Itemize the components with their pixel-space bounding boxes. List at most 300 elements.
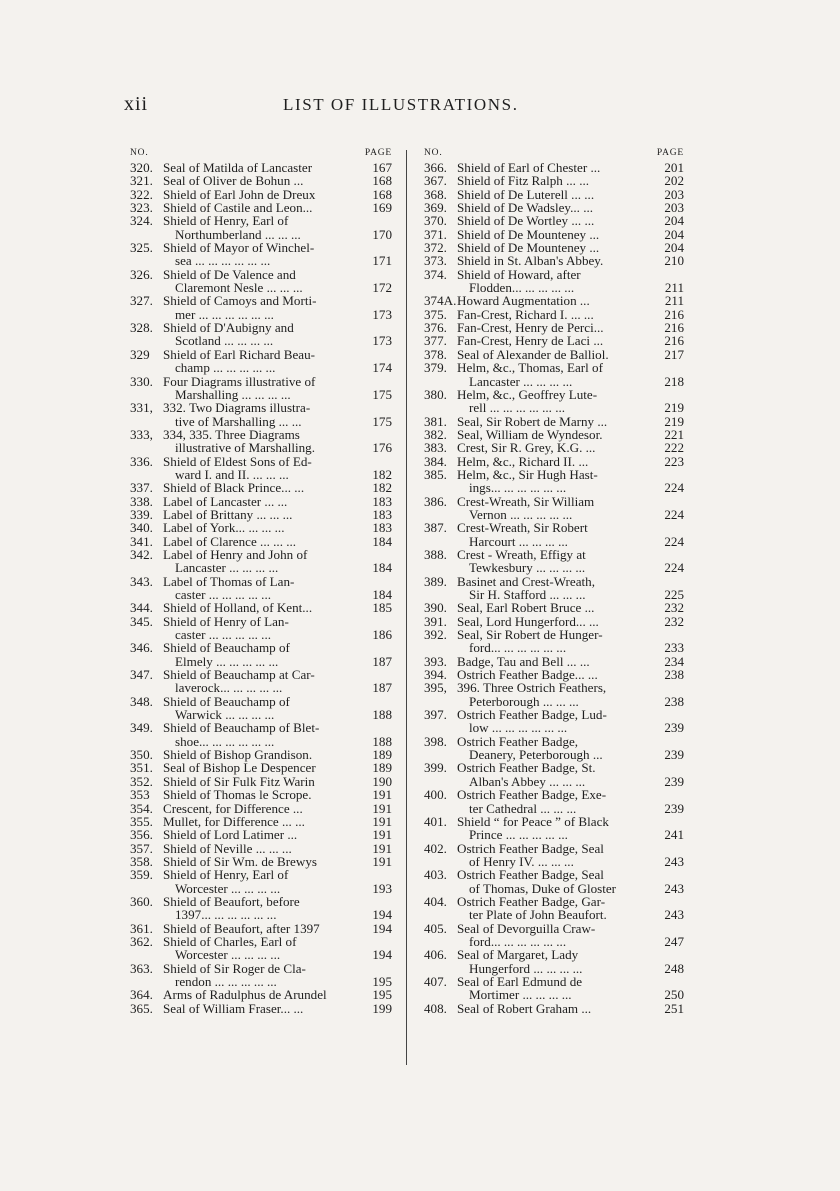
entry-page-number: 223 — [664, 453, 684, 469]
entry-page-number: 188 — [372, 733, 392, 749]
entry-caption-line: Ostrich Feather Badge, Lud- — [457, 707, 607, 723]
illustration-entry — [130, 601, 392, 614]
entry-page-number: 210 — [664, 253, 684, 269]
entry-page-number: 238 — [664, 693, 684, 709]
entry-number: 327. — [130, 293, 153, 309]
entry-caption-line: Shield of Castile and Leon... — [163, 200, 313, 216]
illustration-entry — [130, 615, 392, 642]
entry-caption-line: Seal of Alexander de Balliol. — [457, 346, 609, 362]
entry-page-number: 218 — [664, 373, 684, 389]
illustration-entry — [130, 241, 392, 268]
entry-caption-line: ter Plate of John Beaufort. — [469, 907, 607, 923]
entry-page-number: 195 — [372, 987, 392, 1003]
entry-page-number: 247 — [664, 933, 684, 949]
entry-page-number: 202 — [664, 173, 684, 189]
entry-caption-line: Seal, Lord Hungerford... ... — [457, 613, 599, 629]
entry-caption-line: Shield of De Mounteney ... — [457, 226, 600, 242]
entry-number: 379. — [424, 360, 447, 376]
entry-caption-line: Lancaster ... ... ... ... — [175, 560, 279, 576]
entry-page-number: 248 — [664, 960, 684, 976]
entry-caption-line: Harcourt ... ... ... ... — [469, 533, 568, 549]
illustration-entry — [130, 802, 392, 815]
entry-page-number: 224 — [664, 533, 684, 549]
entry-number: 371. — [424, 226, 447, 242]
entry-page-number: 225 — [664, 587, 684, 602]
illustration-entry — [130, 188, 392, 201]
entry-caption-line: Fan-Crest, Henry de Perci... — [457, 320, 604, 336]
entry-page-number: 175 — [372, 413, 392, 429]
entry-page-number: 233 — [664, 640, 684, 656]
entry-page-number: 191 — [372, 813, 392, 829]
page-folio: xii — [124, 93, 149, 115]
entry-caption-line: Ostrich Feather Badge, Seal — [457, 840, 604, 856]
entry-number: 382. — [424, 426, 447, 442]
entry-number: 393. — [424, 653, 447, 669]
entry-caption-line: of Thomas, Duke of Gloster — [469, 880, 617, 896]
entry-page-number: 191 — [372, 853, 392, 869]
entry-number: 323. — [130, 200, 153, 216]
entry-number: 360. — [130, 893, 153, 909]
entry-caption-line: Crest-Wreath, Sir Robert — [457, 520, 588, 536]
entry-caption-line: Seal, William de Wyndesor. — [457, 426, 603, 442]
entry-page-number: 183 — [372, 506, 392, 522]
illustration-entry — [424, 321, 684, 334]
illustration-entry — [130, 481, 392, 494]
entry-caption-line: Shield “ for Peace ” of Black — [457, 813, 609, 829]
illustration-entry — [130, 161, 392, 174]
entry-caption-line: Badge, Tau and Bell ... ... — [457, 653, 590, 669]
entry-page-number: 219 — [664, 413, 684, 429]
entry-caption-line: Shield of Sir Fulk Fitz Warin — [163, 773, 315, 789]
entry-number: 370. — [424, 213, 447, 229]
entry-number: 404. — [424, 893, 447, 909]
entry-caption-line: Helm, &c., Richard II. ... — [457, 453, 589, 469]
illustration-entry — [424, 601, 684, 614]
entry-page-number: 191 — [372, 827, 392, 843]
illustration-entry — [424, 174, 684, 187]
entry-page-number: 204 — [664, 226, 684, 242]
illustration-entry — [130, 815, 392, 828]
entry-page-number: 243 — [664, 880, 684, 896]
illustration-entry — [130, 842, 392, 855]
entry-caption-line: illustrative of Marshalling. — [175, 440, 316, 456]
entry-caption-line: Seal, Earl Robert Bruce ... — [457, 600, 595, 616]
entry-number: 364. — [130, 987, 153, 1003]
entry-number: 359. — [130, 867, 153, 883]
entry-page-number: 239 — [664, 800, 684, 816]
entry-caption-line: Shield of Mayor of Winchel- — [163, 240, 315, 256]
illustration-entry — [130, 775, 392, 788]
illustration-entry — [130, 895, 392, 922]
entry-caption-line: Shield of Earl Richard Beau- — [163, 346, 315, 362]
entry-page-number: 191 — [372, 787, 392, 803]
entry-number: 356. — [130, 827, 153, 843]
entry-caption-line: Seal, Sir Robert de Marny ... — [457, 413, 608, 429]
entry-number: 326. — [130, 266, 153, 282]
illustration-entry — [424, 615, 684, 628]
entry-number: 333, — [130, 426, 153, 442]
entry-number: 400. — [424, 787, 447, 803]
entry-number: 322. — [130, 186, 153, 202]
illustration-entry — [130, 668, 392, 695]
illustration-entry — [424, 681, 684, 708]
entry-page-number: 173 — [372, 306, 392, 322]
entry-page-number: 194 — [372, 907, 392, 923]
entry-number: 358. — [130, 853, 153, 869]
entry-page-number: 204 — [664, 213, 684, 229]
entry-number: 353 — [130, 787, 150, 803]
entry-number: 388. — [424, 546, 447, 562]
entry-page-number: 241 — [664, 827, 684, 843]
entry-page-number: 234 — [664, 653, 684, 669]
entry-page-number: 224 — [664, 560, 684, 576]
entry-number: 385. — [424, 466, 447, 482]
illustration-entry — [424, 214, 684, 227]
illustration-entry — [424, 975, 684, 1002]
illustration-entry — [130, 695, 392, 722]
entry-caption-line: Seal of Matilda of Lancaster — [163, 160, 313, 175]
illustration-entry — [424, 668, 684, 681]
entry-number: 374. — [424, 266, 447, 282]
entry-number: 330. — [130, 373, 153, 389]
entry-page-number: 182 — [372, 466, 392, 482]
entry-number: 331, — [130, 400, 153, 416]
entry-caption-line: Flodden... ... ... ... ... — [469, 280, 575, 296]
entry-number: 344. — [130, 600, 153, 616]
entry-caption-line: Basinet and Crest-Wreath, — [457, 573, 596, 589]
entry-number: 354. — [130, 800, 153, 816]
illustration-entry — [424, 895, 684, 922]
entry-page-number: 224 — [664, 506, 684, 522]
illustration-entry — [130, 321, 392, 348]
entry-caption-line: Ostrich Feather Badge, — [457, 733, 579, 749]
illustration-entry — [424, 735, 684, 762]
entry-number: 394. — [424, 667, 447, 683]
entry-caption-line: rendon ... ... ... ... ... — [175, 973, 277, 989]
illustration-entry — [424, 361, 684, 388]
entry-number: 321. — [130, 173, 153, 189]
entry-number: 381. — [424, 413, 447, 429]
entry-page-number: 170 — [372, 226, 392, 242]
entry-caption-line: Shield of De Mounteney ... — [457, 240, 600, 256]
entry-caption-line: Sir H. Stafford ... ... ... — [469, 587, 586, 602]
entry-caption-line: Shield of De Luterell ... ... — [457, 186, 595, 202]
illustration-entry — [424, 388, 684, 415]
entry-number: 352. — [130, 773, 153, 789]
entry-caption-line: Hungerford ... ... ... ... — [469, 960, 583, 976]
illustration-entry — [130, 508, 392, 521]
entry-caption-line: Fan-Crest, Richard I. ... ... — [457, 306, 594, 322]
entry-caption-line: Shield of D'Aubigny and — [163, 320, 294, 336]
entry-caption-line: Shield in St. Alban's Abbey. — [457, 253, 604, 269]
entry-page-number: 195 — [372, 973, 392, 989]
entry-page-number: 185 — [372, 600, 392, 616]
illustration-entry — [424, 842, 684, 869]
entry-page-number: 201 — [664, 160, 684, 175]
entry-caption-line: Shield of Henry, Earl of — [163, 867, 289, 883]
entry-caption-line: shoe... ... ... ... ... ... — [175, 733, 275, 749]
entry-caption-line: Worcester ... ... ... ... — [175, 947, 281, 963]
entry-caption-line: laverock... ... ... ... ... — [175, 680, 283, 696]
column-heading-page: PAGE — [364, 148, 392, 158]
illustration-entry — [424, 428, 684, 441]
illustration-entry — [424, 628, 684, 655]
entry-number: 374A. — [424, 293, 457, 309]
illustration-entry — [130, 922, 392, 935]
entry-page-number: 183 — [372, 493, 392, 509]
entry-number: 402. — [424, 840, 447, 856]
entry-number: 351. — [130, 760, 153, 776]
entry-caption-line: Seal of William Fraser... ... — [163, 1000, 304, 1016]
entry-caption-line: Mortimer ... ... ... ... — [469, 987, 572, 1003]
entry-number: 380. — [424, 386, 447, 402]
entry-caption-line: Shield of Thomas le Scrope. — [163, 787, 312, 803]
entry-page-number: 184 — [372, 533, 392, 549]
illustration-entry — [130, 855, 392, 868]
illustration-entry — [424, 868, 684, 895]
illustration-entry — [424, 441, 684, 454]
entry-caption-line: Fan-Crest, Henry de Laci ... — [457, 333, 604, 349]
illustration-entry — [424, 948, 684, 975]
entry-caption-line: of Henry IV. ... ... ... — [469, 853, 574, 869]
illustration-entry — [424, 468, 684, 495]
entry-caption-line: Ostrich Feather Badge, Exe- — [457, 787, 607, 803]
entry-number: 365. — [130, 1000, 153, 1016]
illustration-entry — [130, 548, 392, 575]
column-heading — [424, 147, 684, 161]
entry-number: 337. — [130, 480, 153, 496]
illustration-entry — [130, 761, 392, 774]
illustration-entry — [130, 201, 392, 214]
entry-caption-line: Shield of Earl of Chester ... — [457, 160, 601, 175]
entry-caption-line: Helm, &c., Geoffrey Lute- — [457, 386, 598, 402]
illustration-entry — [424, 348, 684, 361]
entry-page-number: 211 — [664, 293, 684, 309]
entry-page-number: 239 — [664, 720, 684, 736]
entry-number: 398. — [424, 733, 447, 749]
entry-caption-line: Shield of Black Prince... ... — [163, 480, 305, 496]
entry-caption-line: Deanery, Peterborough ... — [469, 747, 603, 763]
entry-page-number: 203 — [664, 186, 684, 202]
illustration-entry — [424, 334, 684, 347]
column-heading-no: NO. — [130, 148, 149, 158]
entry-caption-line: Label of York... ... ... ... — [163, 520, 285, 536]
entry-caption-line: Ostrich Feather Badge, Gar- — [457, 893, 606, 909]
illustration-entry — [424, 922, 684, 949]
entry-number: 375. — [424, 306, 447, 322]
entry-number: 369. — [424, 200, 447, 216]
entry-caption-line: Seal of Earl Edmund de — [457, 973, 583, 989]
illustration-entry — [130, 268, 392, 295]
entry-number: 345. — [130, 613, 153, 629]
entry-page-number: 186 — [372, 627, 392, 643]
entry-number: 346. — [130, 640, 153, 656]
entry-number: 324. — [130, 213, 153, 229]
illustration-entry — [130, 294, 392, 321]
entry-caption-line: Shield of Eldest Sons of Ed- — [163, 453, 312, 469]
entry-number: 347. — [130, 667, 153, 683]
entry-page-number: 239 — [664, 773, 684, 789]
illustration-entry — [130, 962, 392, 989]
entry-caption-line: Ostrich Feather Badge... ... — [457, 667, 598, 683]
entry-caption-line: Shield of Camoys and Morti- — [163, 293, 317, 309]
entry-caption-line: Seal of Devorguilla Craw- — [457, 920, 596, 936]
entry-number: 403. — [424, 867, 447, 883]
entry-caption-line: champ ... ... ... ... ... — [175, 360, 276, 376]
entry-caption-line: Shield of Charles, Earl of — [163, 933, 297, 949]
illustration-entry — [424, 655, 684, 668]
entry-caption-line: Four Diagrams illustrative of — [163, 373, 316, 389]
column-heading-page: PAGE — [656, 148, 684, 158]
entry-page-number: 211 — [664, 280, 684, 296]
illustration-entry — [424, 575, 684, 602]
entry-caption-line: 1397... ... ... ... ... ... — [175, 907, 277, 923]
illustration-entry — [424, 455, 684, 468]
entry-caption-line: Shield of Howard, after — [457, 266, 581, 282]
entry-caption-line: Shield of Earl John de Dreux — [163, 186, 316, 202]
entry-caption-line: Label of Henry and John of — [163, 546, 308, 562]
entry-caption-line: Peterborough ... ... ... — [469, 693, 579, 709]
entry-number: 392. — [424, 627, 447, 643]
illustration-entry — [424, 415, 684, 428]
entry-number: 366. — [424, 160, 447, 175]
entry-caption-line: 334, 335. Three Diagrams — [163, 426, 300, 442]
entry-page-number: 238 — [664, 667, 684, 683]
column-divider — [406, 150, 407, 1065]
illustration-entry — [130, 748, 392, 761]
entry-caption-line: Vernon ... ... ... ... ... — [469, 506, 573, 522]
illustration-list-right — [424, 147, 684, 1015]
entry-page-number: 243 — [664, 907, 684, 923]
entry-number: 378. — [424, 346, 447, 362]
entry-caption-line: Shield of Holland, of Kent... — [163, 600, 313, 616]
entry-caption-line: Ostrich Feather Badge, St. — [457, 760, 596, 776]
illustration-entry — [130, 788, 392, 801]
entry-page-number: 204 — [664, 240, 684, 256]
illustration-entry — [130, 401, 392, 428]
entry-page-number: 250 — [664, 987, 684, 1003]
illustration-entry — [424, 241, 684, 254]
column-heading — [130, 147, 392, 161]
entry-page-number: 168 — [372, 173, 392, 189]
entry-caption-line: tive of Marshalling ... ... — [175, 413, 302, 429]
entry-number: 320. — [130, 160, 153, 175]
entry-caption-line: Scotland ... ... ... ... — [175, 333, 274, 349]
illustration-entry — [424, 815, 684, 842]
entry-number: 325. — [130, 240, 153, 256]
entry-caption-line: Helm, &c., Thomas, Earl of — [457, 360, 603, 376]
entry-caption-line: Warwick ... ... ... ... — [175, 707, 275, 723]
entry-caption-line: Marshalling ... ... ... ... — [175, 386, 291, 402]
entry-caption-line: Mullet, for Difference ... ... — [163, 813, 305, 829]
entry-page-number: 216 — [664, 306, 684, 322]
entry-page-number: 171 — [372, 253, 392, 269]
entry-page-number: 216 — [664, 333, 684, 349]
entry-caption-line: caster ... ... ... ... ... — [175, 627, 271, 643]
entry-number: 348. — [130, 693, 153, 709]
illustration-entry — [424, 161, 684, 174]
entry-page-number: 183 — [372, 520, 392, 536]
entry-page-number: 184 — [372, 560, 392, 576]
entry-caption-line: Seal of Robert Graham ... — [457, 1000, 592, 1016]
illustration-entry — [130, 375, 392, 402]
entry-caption-line: 332. Two Diagrams illustra- — [163, 400, 311, 416]
entry-caption-line: Shield of Fitz Ralph ... ... — [457, 173, 590, 189]
illustration-entry — [424, 548, 684, 575]
entry-number: 384. — [424, 453, 447, 469]
entry-number: 407. — [424, 973, 447, 989]
illustration-entry — [424, 294, 684, 307]
entry-number: 350. — [130, 747, 153, 763]
entry-number: 362. — [130, 933, 153, 949]
entry-caption-line: Crest, Sir R. Grey, K.G. ... — [457, 440, 596, 456]
illustration-entry — [424, 1002, 684, 1015]
illustration-entry — [130, 495, 392, 508]
illustration-entry — [130, 174, 392, 187]
entry-page-number: 182 — [372, 480, 392, 496]
entry-number: 368. — [424, 186, 447, 202]
entry-caption-line: Northumberland ... ... ... — [175, 226, 301, 242]
illustration-entry — [424, 188, 684, 201]
entry-number: 401. — [424, 813, 447, 829]
entry-page-number: 191 — [372, 840, 392, 856]
entry-page-number: 222 — [664, 440, 684, 456]
entry-caption-line: Claremont Nesle ... ... ... — [175, 280, 303, 296]
entry-number: 386. — [424, 493, 447, 509]
entry-page-number: 216 — [664, 320, 684, 336]
entry-page-number: 174 — [372, 360, 392, 376]
illustration-entry — [130, 988, 392, 1001]
entry-caption-line: ford... ... ... ... ... ... — [469, 933, 567, 949]
entry-page-number: 168 — [372, 186, 392, 202]
illustration-entry — [424, 308, 684, 321]
entry-number: 338. — [130, 493, 153, 509]
illustration-entry — [424, 228, 684, 241]
entry-number: 341. — [130, 533, 153, 549]
illustration-entry — [130, 455, 392, 482]
entry-page-number: 199 — [372, 1000, 392, 1016]
entry-caption-line: Label of Clarence ... ... ... — [163, 533, 297, 549]
entry-number: 408. — [424, 1000, 447, 1016]
illustration-entry — [130, 868, 392, 895]
entry-caption-line: Alban's Abbey ... ... ... — [469, 773, 586, 789]
entry-caption-line: Shield of Bishop Grandison. — [163, 747, 313, 763]
illustration-entry — [130, 575, 392, 602]
entry-caption-line: Shield of Henry, Earl of — [163, 213, 289, 229]
illustration-entry — [130, 428, 392, 455]
entry-page-number: 189 — [372, 760, 392, 776]
illustration-entry — [424, 495, 684, 522]
entry-number: 357. — [130, 840, 153, 856]
entry-caption-line: Shield of Lord Latimer ... — [163, 827, 298, 843]
illustration-entry — [424, 708, 684, 735]
entry-page-number: 232 — [664, 613, 684, 629]
entry-caption-line: ward I. and II. ... ... ... — [175, 466, 289, 482]
entry-caption-line: Shield of Beauchamp of Blet- — [163, 720, 320, 736]
illustration-list-left — [130, 147, 392, 1015]
entry-number: 329 — [130, 346, 150, 362]
entry-caption-line: rell ... ... ... ... ... ... — [469, 400, 566, 416]
entry-caption-line: Shield of Neville ... ... ... — [163, 840, 292, 856]
entry-page-number: 167 — [372, 160, 392, 175]
entry-page-number: 193 — [372, 880, 392, 896]
entry-number: 372. — [424, 240, 447, 256]
illustration-entry — [424, 521, 684, 548]
entry-page-number: 191 — [372, 800, 392, 816]
entry-number: 373. — [424, 253, 447, 269]
entry-caption-line: Shield of Beauchamp at Car- — [163, 667, 315, 683]
entry-page-number: 189 — [372, 747, 392, 763]
